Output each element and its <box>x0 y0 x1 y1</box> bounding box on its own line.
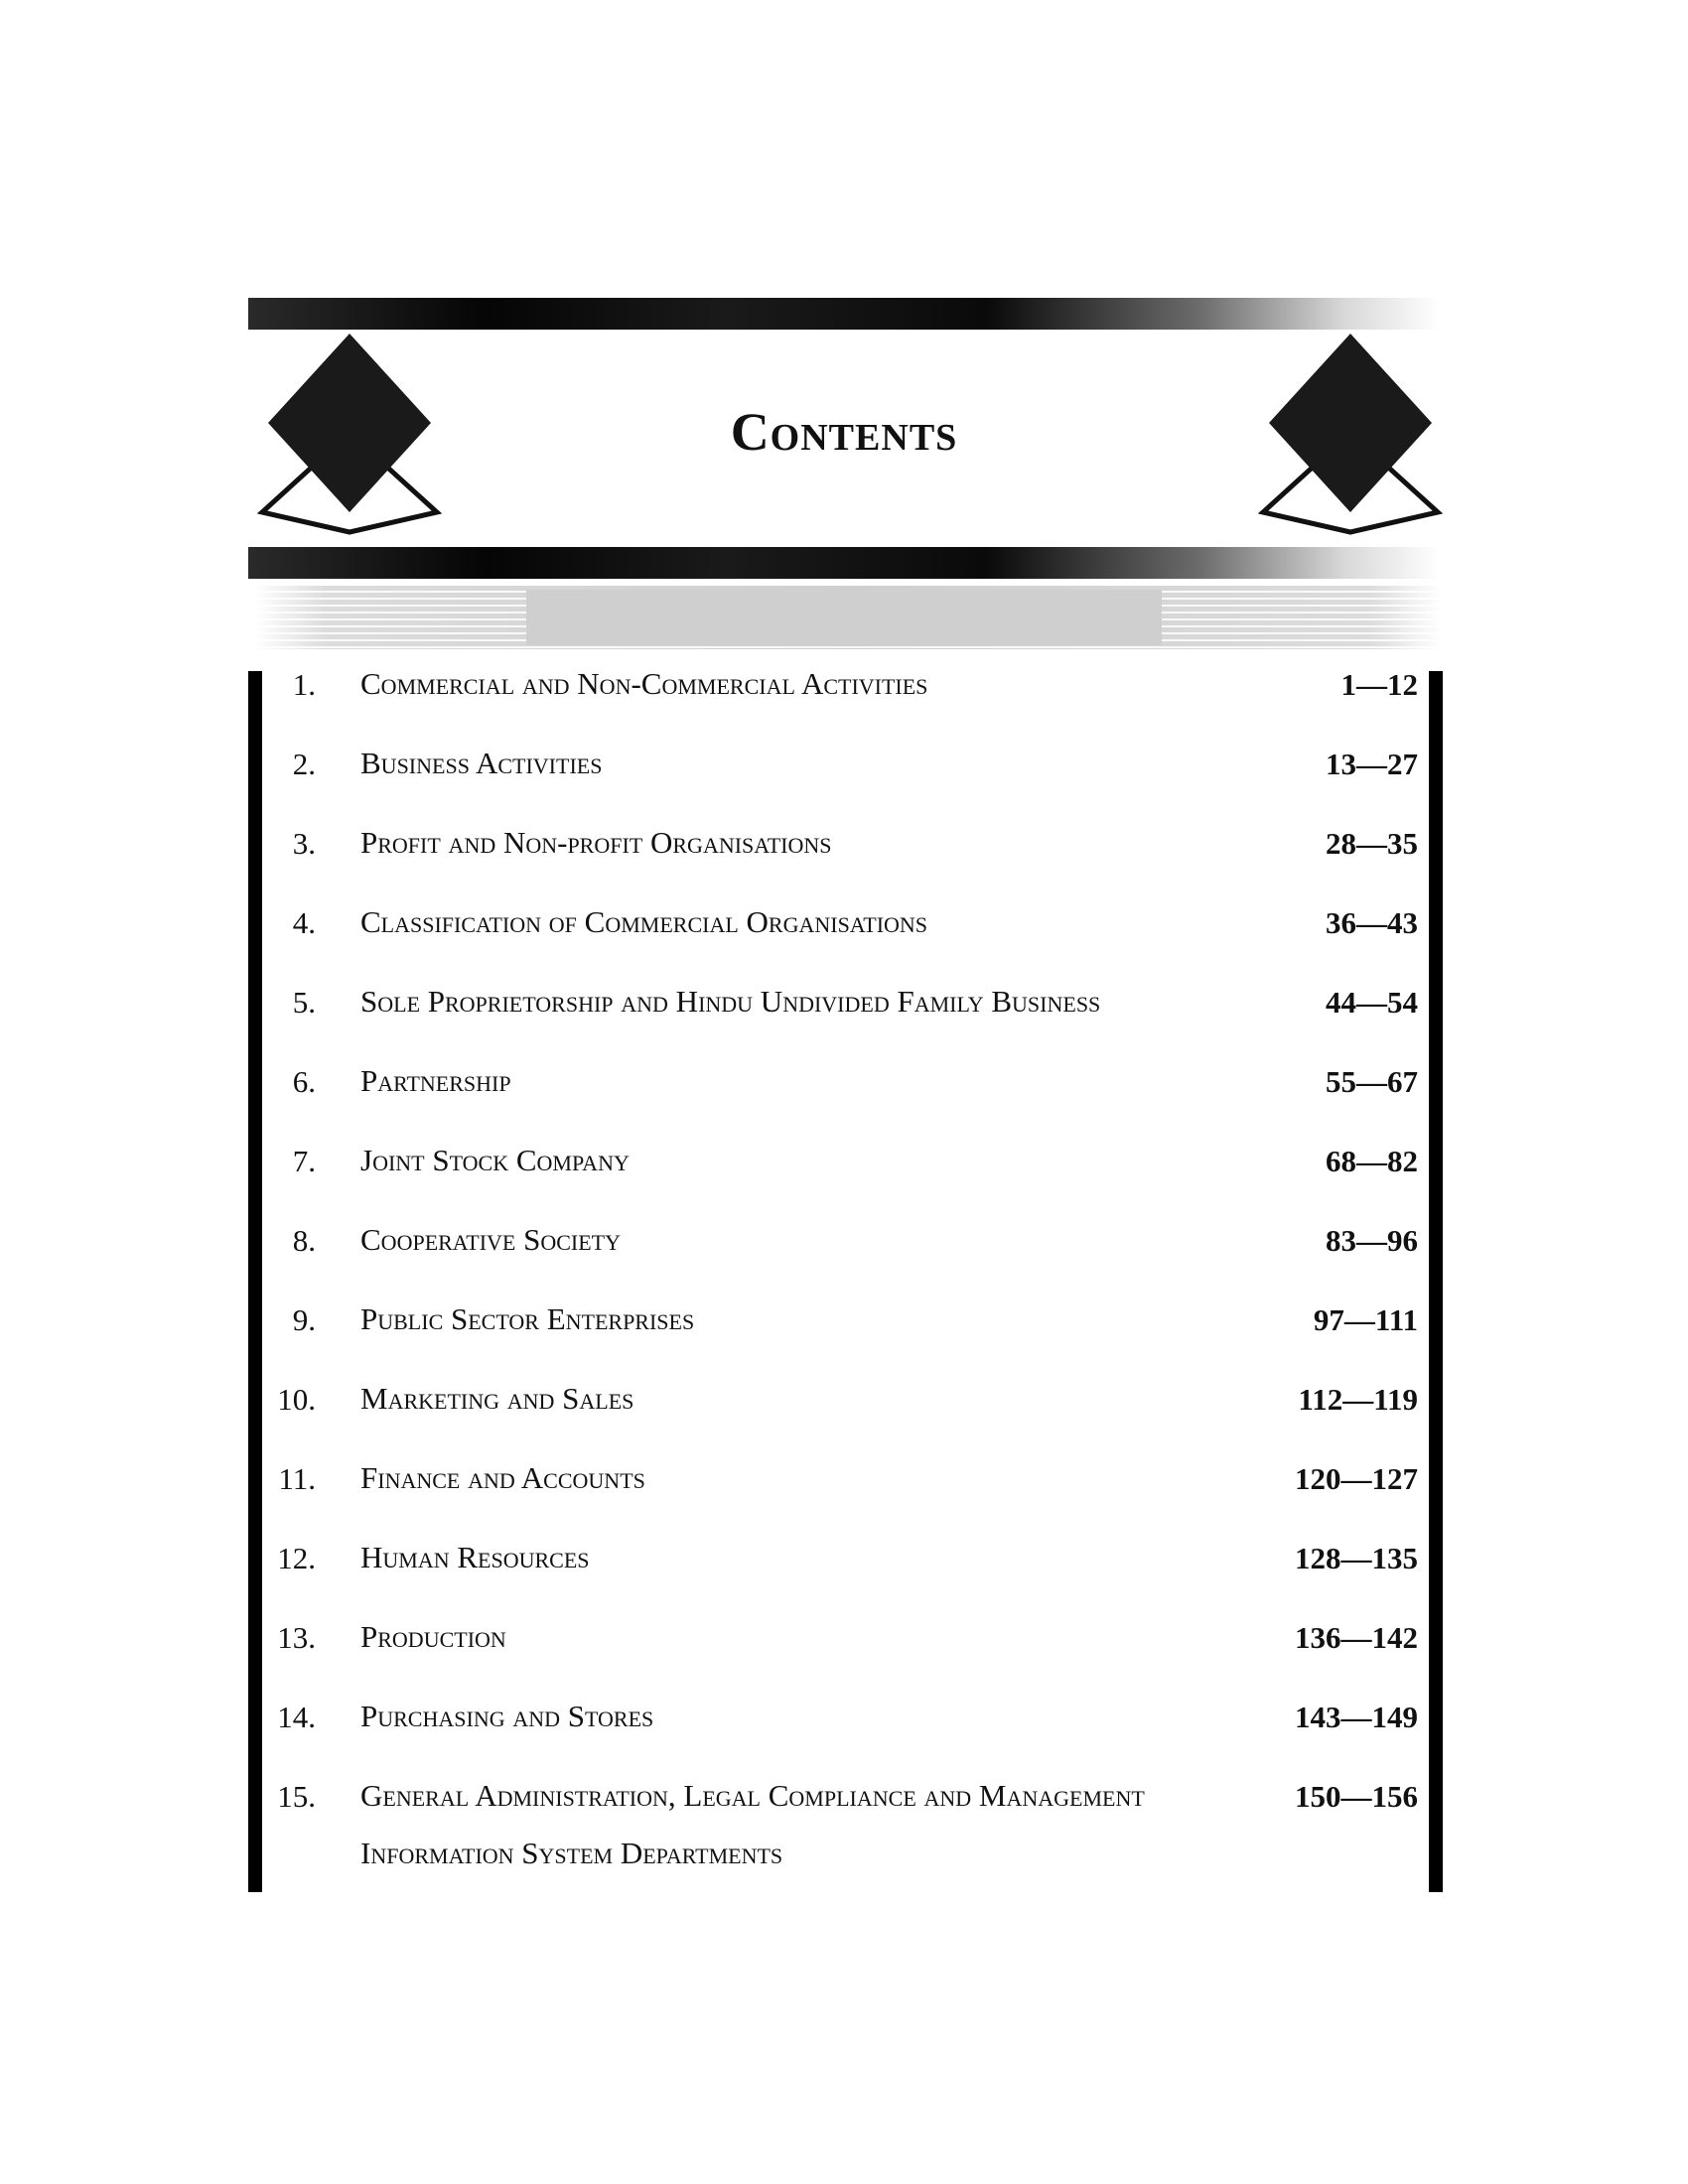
toc-pages: 143—149 <box>1295 1700 1418 1734</box>
toc-number: 3. <box>292 826 316 861</box>
toc-pages: 83—96 <box>1326 1223 1418 1258</box>
toc-number: 10. <box>277 1382 316 1417</box>
header-top-bar <box>248 298 1440 330</box>
toc-entry[interactable] <box>268 814 1420 893</box>
toc-title: Public Sector Enterprises <box>360 1301 695 1336</box>
toc-number: 15. <box>277 1779 316 1814</box>
toc-entry[interactable] <box>268 655 1420 735</box>
toc-entry[interactable] <box>268 1688 1420 1767</box>
toc-entry[interactable] <box>268 893 1420 973</box>
toc-title: Joint Stock Company <box>360 1143 630 1177</box>
toc-pages: 36—43 <box>1326 905 1418 940</box>
toc-number: 4. <box>292 905 316 940</box>
toc-pages: 28—35 <box>1326 826 1418 861</box>
toc-entry[interactable] <box>268 1370 1420 1449</box>
toc-title: Sole Proprietorship and Hindu Undivided Family Business <box>360 984 1101 1019</box>
toc-title: Finance and Accounts <box>360 1460 645 1495</box>
page-title: Contents <box>730 402 958 462</box>
toc-title: Purchasing and Stores <box>360 1699 654 1733</box>
toc-number: 9. <box>292 1302 316 1337</box>
toc-number: 5. <box>292 985 316 1020</box>
toc-entry[interactable] <box>268 1529 1420 1608</box>
toc-title: Business Activities <box>360 746 603 780</box>
toc-entry[interactable] <box>268 1291 1420 1370</box>
toc-pages: 128—135 <box>1295 1541 1418 1575</box>
toc-number: 13. <box>277 1620 316 1655</box>
toc-title: Marketing and Sales <box>360 1381 634 1416</box>
right-border-line <box>1429 671 1443 1892</box>
toc-pages: 68—82 <box>1326 1144 1418 1178</box>
toc-entry[interactable] <box>268 1608 1420 1688</box>
toc-number: 1. <box>292 667 316 702</box>
toc-pages: 1—12 <box>1340 667 1418 702</box>
header-stripe-center <box>526 590 1162 645</box>
toc-entry[interactable] <box>268 1132 1420 1211</box>
toc-title: Classification of Commercial Organisations <box>360 904 928 939</box>
toc-number: 6. <box>292 1064 316 1099</box>
toc-pages: 44—54 <box>1326 985 1418 1020</box>
toc-pages: 136—142 <box>1295 1620 1418 1655</box>
diamond-ornament-right-icon <box>1251 334 1450 552</box>
toc-number: 14. <box>277 1700 316 1734</box>
toc-title: Cooperative Society <box>360 1222 621 1257</box>
toc-title: Partnership <box>360 1063 511 1098</box>
toc-entry[interactable] <box>268 1052 1420 1132</box>
toc-entry[interactable] <box>268 1767 1420 1886</box>
toc-pages: 150—156 <box>1295 1779 1418 1814</box>
toc-title: Production <box>360 1619 506 1654</box>
toc-pages: 13—27 <box>1326 747 1418 781</box>
toc-number: 7. <box>292 1144 316 1178</box>
toc-number: 12. <box>277 1541 316 1575</box>
toc-number: 8. <box>292 1223 316 1258</box>
toc-title: Human Resources <box>360 1540 590 1574</box>
header-bottom-bar <box>248 547 1440 579</box>
toc-title: Commercial and Non-Commercial Activities <box>360 666 928 701</box>
toc-pages: 112—119 <box>1298 1382 1418 1417</box>
toc-title: Profit and Non-profit Organisations <box>360 825 832 860</box>
table-of-contents <box>268 655 1420 1886</box>
toc-entry[interactable] <box>268 735 1420 814</box>
toc-title: General Administration, Legal Compliance and Management Information System Departments <box>360 1778 1145 1870</box>
toc-number: 2. <box>292 747 316 781</box>
toc-entry[interactable] <box>268 973 1420 1052</box>
toc-pages: 97—111 <box>1313 1302 1418 1337</box>
toc-number: 11. <box>278 1461 316 1496</box>
toc-entry[interactable] <box>268 1449 1420 1529</box>
diamond-ornament-left-icon <box>250 334 449 552</box>
toc-pages: 120—127 <box>1295 1461 1418 1496</box>
toc-pages: 55—67 <box>1326 1064 1418 1099</box>
left-border-line <box>248 671 262 1892</box>
toc-entry[interactable] <box>268 1211 1420 1291</box>
